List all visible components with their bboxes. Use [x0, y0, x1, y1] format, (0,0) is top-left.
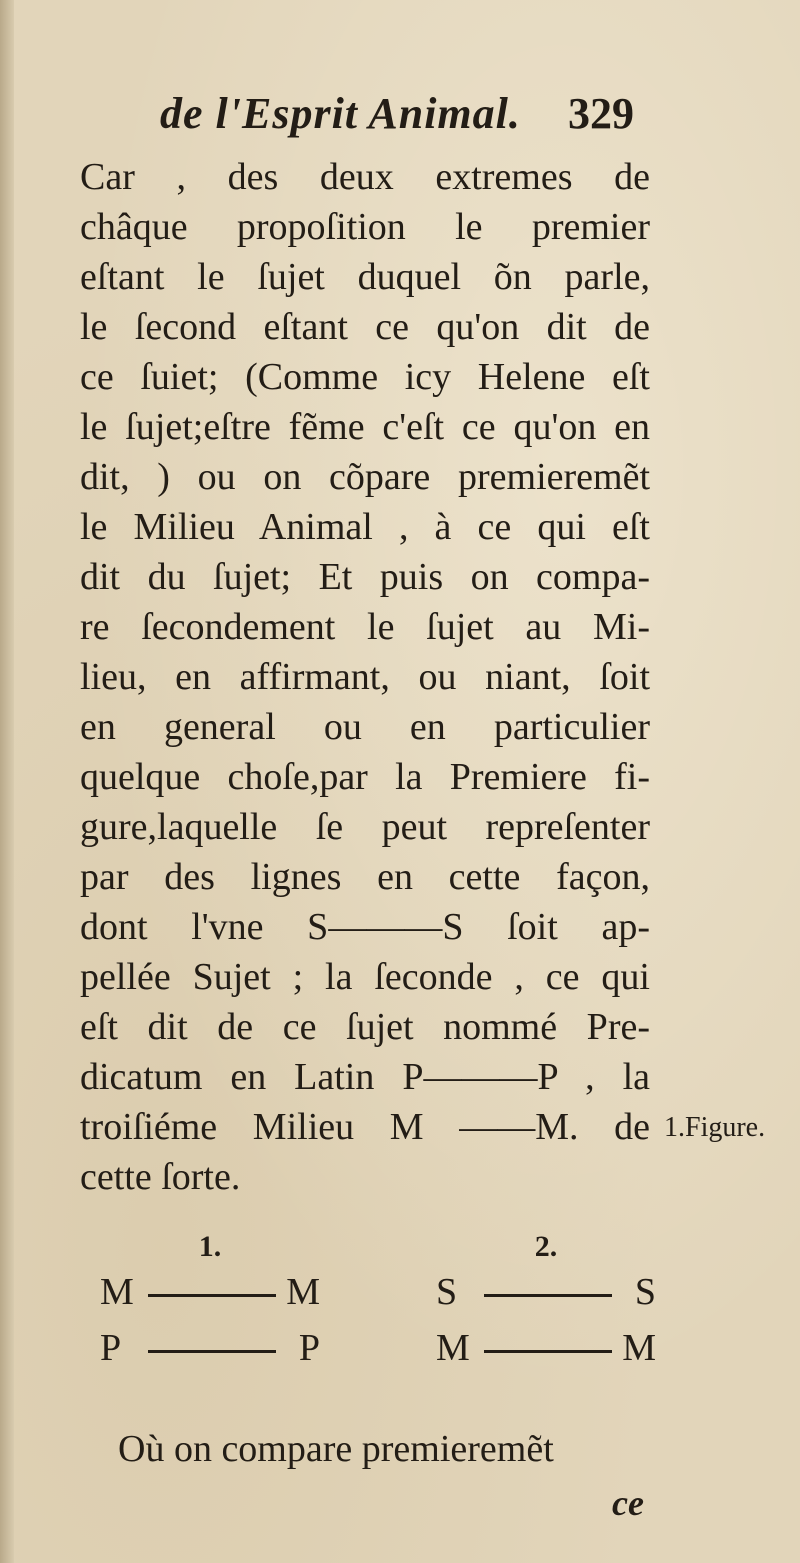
figure-row [100, 1270, 320, 1314]
text-line: le ſujet;eſtre fẽme c'eſt ce qu'on en [80, 406, 650, 448]
figure-row [436, 1326, 656, 1370]
connecting-line [484, 1350, 612, 1353]
text-line: dont l'vne S———S ſoit ap- [80, 906, 650, 948]
term-label: M [622, 1327, 656, 1369]
margin-note: 1.Figure. [664, 1112, 766, 1143]
term-label: S [436, 1271, 458, 1313]
text-line: quelque choſe,par la Premiere fi- [80, 756, 650, 798]
text-line: ce ſuiet; (Comme icy Helene eſt [80, 356, 650, 398]
term-label: M [100, 1271, 134, 1313]
text-line: le ſecond eſtant ce qu'on dit de [80, 306, 650, 348]
text-line: eſt dit de ce ſujet nommé Pre- [80, 1006, 650, 1048]
term-label: S [634, 1271, 656, 1313]
figure-number: 2. [534, 1230, 558, 1263]
text-line: par des lignes en cette façon, [80, 856, 650, 898]
text-line: le Milieu Animal , à ce qui eſt [80, 506, 650, 548]
page-number: 329 [568, 89, 634, 138]
connecting-line [484, 1294, 612, 1297]
text-line: cette ſorte. [80, 1156, 241, 1198]
term-label: P [100, 1327, 122, 1369]
text-line: dicatum en Latin P———P , la [80, 1056, 650, 1098]
text-line: pellée Sujet ; la ſeconde , ce qui [80, 956, 650, 998]
page-header [160, 88, 660, 152]
figure-2 [436, 1230, 656, 1380]
text-line: dit du ſujet; Et puis on compa- [80, 556, 650, 598]
term-label: P [298, 1327, 320, 1369]
text-line: eſtant le ſujet duquel õn parle, [80, 256, 650, 298]
text-line: châque propoſition le premier [80, 206, 650, 248]
term-label: M [436, 1327, 470, 1369]
body-text [80, 152, 650, 1202]
text-line: troiſiéme Milieu M ——M. de [80, 1106, 650, 1148]
text-line: Car , des deux extremes de [80, 156, 650, 198]
figure-row [436, 1270, 656, 1314]
term-label: M [286, 1271, 320, 1313]
figure-row [100, 1326, 320, 1370]
connecting-line [148, 1350, 276, 1353]
figure-number: 1. [198, 1230, 222, 1263]
catchword: ce [612, 1483, 644, 1523]
page-gutter [0, 0, 14, 1563]
figure-diagrams [100, 1230, 660, 1380]
closing-line: Où on compare premieremẽt [118, 1428, 554, 1470]
text-line: re ſecondement le ſujet au Mi- [80, 606, 650, 648]
text-line: dit, ) ou on cõpare premieremẽt [80, 456, 650, 498]
running-title: de l'Esprit Animal. [160, 89, 521, 138]
text-line: gure,laquelle ſe peut repreſenter [80, 806, 650, 848]
connecting-line [148, 1294, 276, 1297]
text-line: en general ou en particulier [80, 706, 650, 748]
text-line: lieu, en affirmant, ou niant, ſoit [80, 656, 650, 698]
figure-1 [100, 1230, 320, 1380]
